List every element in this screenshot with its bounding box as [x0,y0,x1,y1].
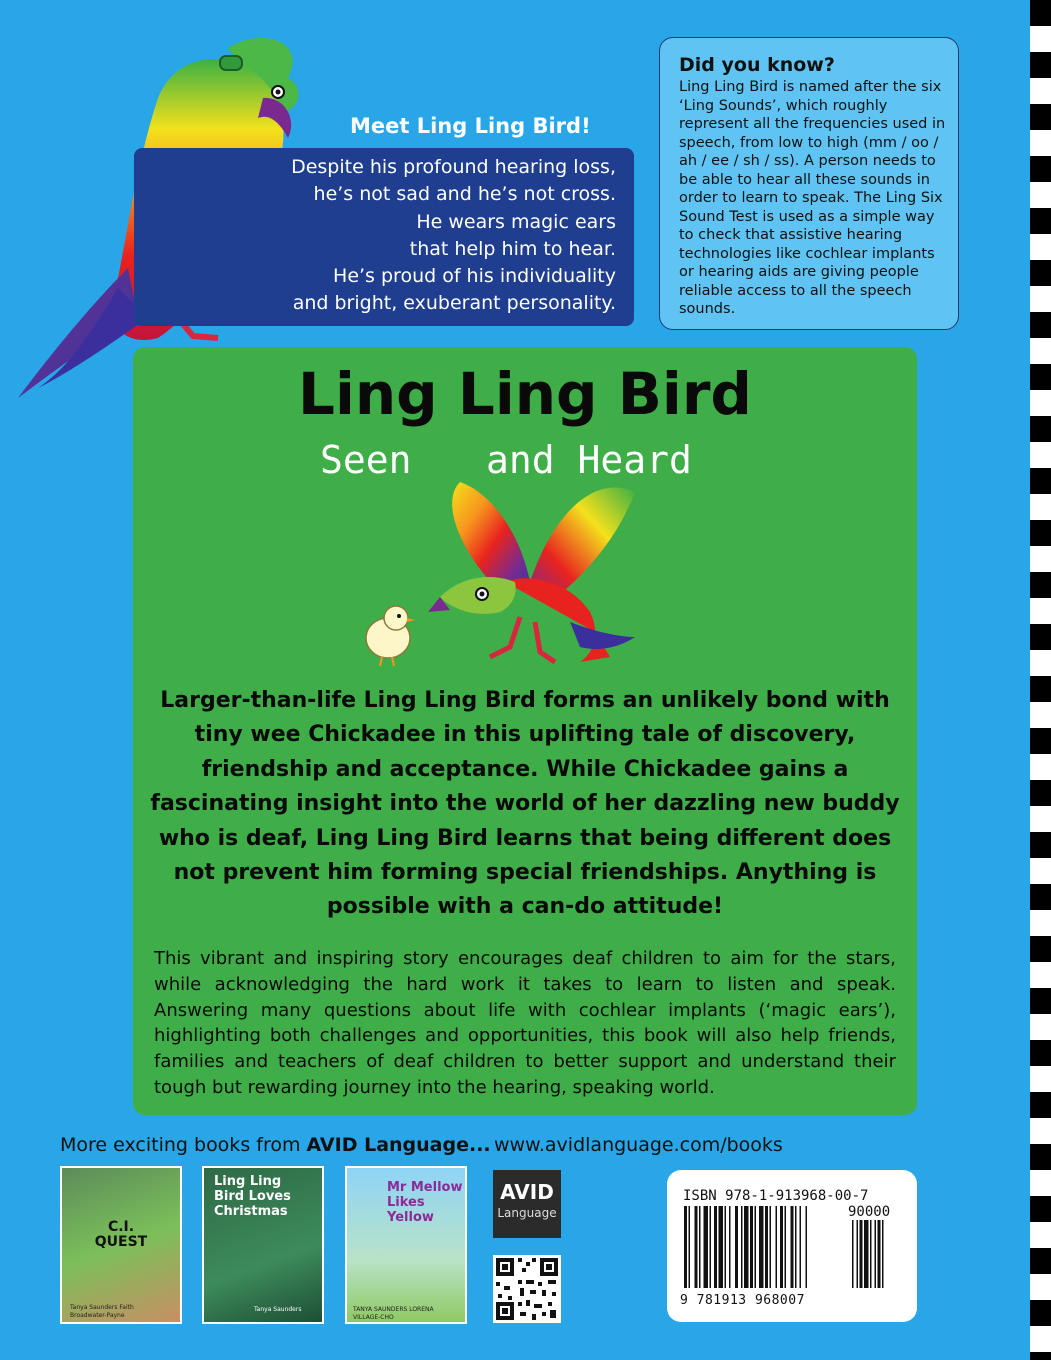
did-you-know-title: Did you know? [679,54,835,76]
thumbnail-authors: Tanya Saunders [254,1306,302,1313]
thumbnail-title: C.I. QUEST [94,1219,148,1250]
more-books-line [60,1134,491,1156]
logo-main-text: AVID [500,1180,554,1204]
more-books-brand: AVID Language... [306,1134,491,1156]
more-books-prefix: More exciting books from [60,1134,307,1156]
book-title: Ling Ling Bird [298,360,752,428]
poem-line: He’s proud of his individuality [333,265,616,288]
meet-title: Meet Ling Ling Bird! [350,114,591,138]
qr-code[interactable] [493,1255,561,1323]
barcode [684,1206,904,1292]
thumbnail-title: Mr Mellow Likes Yellow [387,1180,463,1225]
subtitle-heard: and Heard [486,438,692,482]
book-thumbnail-christmas[interactable] [202,1166,324,1324]
book-thumbnail-ci-quest[interactable] [60,1166,182,1324]
isbn-label: ISBN 978-1-913968-00-7 [683,1188,869,1204]
books-url[interactable]: www.avidlanguage.com/books [494,1134,783,1156]
meet-poem [150,154,616,318]
poem-line: and bright, exuberant personality. [292,292,616,315]
poem-line: that help him to hear. [409,237,616,260]
flying-parrot-illustration [420,462,650,672]
book-thumbnail-mr-mellow[interactable] [345,1166,467,1324]
logo-sub-text: Language [497,1206,557,1220]
isbn-price-code: 90000 [848,1204,891,1220]
poem-line: He wears magic ears [416,210,616,233]
poem-line: Despite his profound hearing loss, [291,156,616,178]
book-blurb: Larger-than-life Ling Ling Bird forms an unlikely bond with tiny wee Chickadee in this uplifting tale of discovery, friendship and acceptance. While Chickadee gains a fascinating insight into the world of her dazzling new buddy who is deaf, Ling Ling Bird learns that being different does not prevent him forming special friendships. Anything is possible with a can-do attitude! [150,688,900,920]
thumbnail-authors: Tanya Saunders Faith Broadwater-Payne [70,1304,134,1319]
did-you-know-body: Ling Ling Bird is named after the six ‘Ling Sounds’, which roughly represent all the frequencies used in speech, from low to high (mm / oo / ah / ee / sh / ss). A person needs to be able to hear all these sounds in order to learn to speak. The Ling Six Sound Test is used as a simple way to check that assistive hearing technologies like cochlear implants or hearing aids are giving people reliable access to all the speech sounds. [679,79,946,317]
chickadee-illustration [360,600,420,670]
book-description: This vibrant and inspiring story encourages deaf children to aim for the stars, while acknowledging the hard work it takes to learn to listen and speak. Answering many questions about life with cochlear implants (‘magic ears’), highlighting both challenges and opportunities, this book will also help friends, families and teachers of deaf children to better support and understand their tough but rewarding journey into the hearing, speaking world. [154,948,896,1098]
avid-language-logo [493,1170,561,1238]
thumbnail-title: Ling Ling Bird Loves Christmas [214,1174,291,1219]
isbn-digits: 9 781913 968007 [680,1293,805,1308]
subtitle-seen: Seen [320,438,412,482]
poem-line: he’s not sad and he’s not cross. [313,183,616,206]
thumbnail-authors: TANYA SAUNDERS LORENA VILLAGE-CHO [353,1306,434,1321]
barcode-stripe-edge [1030,0,1051,1360]
